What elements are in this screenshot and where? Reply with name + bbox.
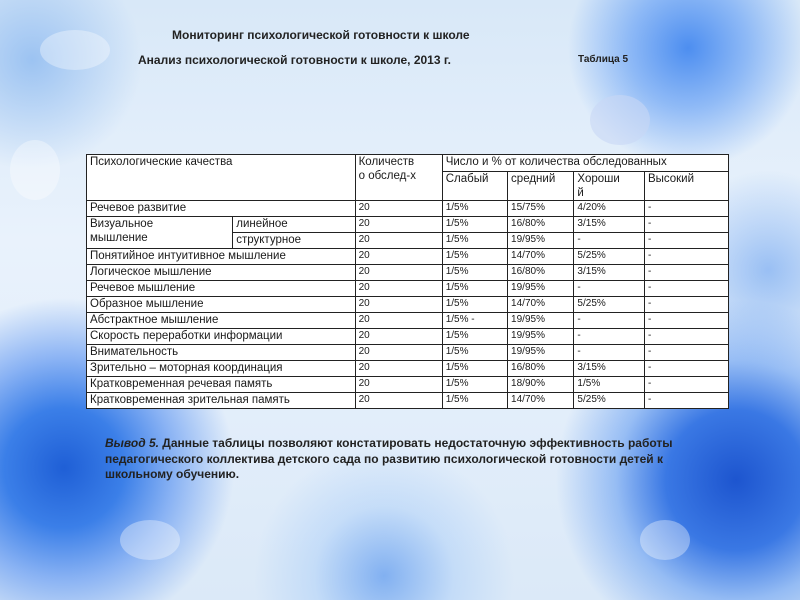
- row-high: -: [644, 393, 728, 409]
- row-high: -: [644, 281, 728, 297]
- row-good: 5/25%: [574, 297, 645, 313]
- table-row: [87, 297, 729, 313]
- results-table: [86, 154, 729, 409]
- row-good: 1/5%: [574, 377, 645, 393]
- row-quality: Речевое мышление: [87, 281, 356, 297]
- row-weak: 1/5%: [442, 201, 507, 217]
- conclusion-body: Данные таблицы позволяют констатировать недостаточную эффективность работы педагогического коллектива детского сада по развитию психологической готовности детей к школьному обучению.: [105, 436, 673, 481]
- row-subtype: структурное: [233, 233, 355, 249]
- row-count: 20: [355, 281, 442, 297]
- row-quality: Зрительно – моторная координация: [87, 361, 356, 377]
- row-mid: 16/80%: [508, 361, 574, 377]
- row-high: -: [644, 361, 728, 377]
- row-count: 20: [355, 297, 442, 313]
- row-good: 5/25%: [574, 249, 645, 265]
- row-count: 20: [355, 313, 442, 329]
- row-good: 3/15%: [574, 265, 645, 281]
- row-good: -: [574, 329, 645, 345]
- table-row: [87, 329, 729, 345]
- row-good: -: [574, 281, 645, 297]
- header-mid: средний: [508, 172, 574, 201]
- header-group: Число и % от количества обследованных: [442, 155, 728, 172]
- row-quality: Понятийное интуитивное мышление: [87, 249, 356, 265]
- row-count: 20: [355, 361, 442, 377]
- row-count: 20: [355, 201, 442, 217]
- header-quality: Психологические качества: [87, 155, 356, 201]
- table-row: [87, 201, 729, 217]
- table-row: [87, 393, 729, 409]
- row-high: -: [644, 345, 728, 361]
- row-weak: 1/5%: [442, 217, 507, 233]
- visual-line1: Визуальное: [90, 218, 154, 230]
- row-good: -: [574, 233, 645, 249]
- row-weak: 1/5%: [442, 377, 507, 393]
- row-good: 3/15%: [574, 361, 645, 377]
- visual-line2: мышление: [90, 232, 148, 244]
- row-mid: 14/70%: [508, 297, 574, 313]
- row-weak: 1/5%: [442, 361, 507, 377]
- conclusion-text: [105, 436, 705, 483]
- row-weak: 1/5%: [442, 297, 507, 313]
- row-quality: Образное мышление: [87, 297, 356, 313]
- row-mid: 18/90%: [508, 377, 574, 393]
- row-mid: 19/95%: [508, 233, 574, 249]
- row-high: -: [644, 313, 728, 329]
- table-row: [87, 361, 729, 377]
- table-row: [87, 249, 729, 265]
- row-quality: Внимательность: [87, 345, 356, 361]
- row-mid: 19/95%: [508, 313, 574, 329]
- row-count: 20: [355, 329, 442, 345]
- row-quality: Логическое мышление: [87, 265, 356, 281]
- header-good-line2: й: [577, 187, 584, 199]
- table-row: [87, 345, 729, 361]
- table-row: [87, 217, 729, 233]
- page-header: [0, 0, 800, 80]
- page-subtitle: Анализ психологической готовности к школе, 2013 г.: [138, 53, 451, 67]
- row-quality: Кратковременная речевая память: [87, 377, 356, 393]
- row-mid: 16/80%: [508, 265, 574, 281]
- row-high: -: [644, 233, 728, 249]
- row-good: -: [574, 313, 645, 329]
- header-count: [355, 155, 442, 201]
- row-weak: 1/5%: [442, 329, 507, 345]
- row-mid: 19/95%: [508, 329, 574, 345]
- row-mid: 14/70%: [508, 249, 574, 265]
- table-label: Таблица 5: [578, 54, 629, 65]
- row-mid: 15/75%: [508, 201, 574, 217]
- row-quality-visual: [87, 217, 233, 249]
- row-weak: 1/5%: [442, 393, 507, 409]
- row-mid: 19/95%: [508, 281, 574, 297]
- row-good: 5/25%: [574, 393, 645, 409]
- conclusion-label: Вывод 5.: [105, 436, 159, 450]
- table-row: [87, 377, 729, 393]
- row-count: 20: [355, 249, 442, 265]
- row-high: -: [644, 249, 728, 265]
- row-good: -: [574, 345, 645, 361]
- row-count: 20: [355, 377, 442, 393]
- table-row: [87, 313, 729, 329]
- header-good: [574, 172, 645, 201]
- decor-petal: [590, 95, 650, 145]
- row-weak: 1/5%: [442, 345, 507, 361]
- table-row: [87, 265, 729, 281]
- decor-petal: [640, 520, 690, 560]
- header-count-line2: о обслед-х: [358, 170, 416, 182]
- table-row: [87, 281, 729, 297]
- row-high: -: [644, 217, 728, 233]
- row-quality: Абстрактное мышление: [87, 313, 356, 329]
- row-high: -: [644, 329, 728, 345]
- header-good-line1: Хороши: [577, 173, 620, 185]
- row-subtype: линейное: [233, 217, 355, 233]
- decor-petal: [120, 520, 180, 560]
- row-high: -: [644, 201, 728, 217]
- row-high: -: [644, 297, 728, 313]
- row-count: 20: [355, 265, 442, 281]
- row-quality: Речевое развитие: [87, 201, 356, 217]
- row-weak: 1/5%: [442, 233, 507, 249]
- header-high: Высокий: [644, 172, 728, 201]
- header-weak: Слабый: [442, 172, 507, 201]
- row-quality: Кратковременная зрительная память: [87, 393, 356, 409]
- row-count: 20: [355, 393, 442, 409]
- row-count: 20: [355, 233, 442, 249]
- row-mid: 19/95%: [508, 345, 574, 361]
- row-good: 4/20%: [574, 201, 645, 217]
- header-count-line1: Количеств: [358, 156, 415, 168]
- row-weak: 1/5%: [442, 265, 507, 281]
- row-high: -: [644, 377, 728, 393]
- row-mid: 14/70%: [508, 393, 574, 409]
- row-quality: Скорость переработки информации: [87, 329, 356, 345]
- row-high: -: [644, 265, 728, 281]
- row-mid: 16/80%: [508, 217, 574, 233]
- row-weak: 1/5% -: [442, 313, 507, 329]
- row-count: 20: [355, 345, 442, 361]
- row-count: 20: [355, 217, 442, 233]
- row-weak: 1/5%: [442, 281, 507, 297]
- row-weak: 1/5%: [442, 249, 507, 265]
- table-header-row: [87, 155, 729, 172]
- row-good: 3/15%: [574, 217, 645, 233]
- page-title: Мониторинг психологической готовности к школе: [172, 28, 470, 42]
- decor-petal: [10, 140, 60, 200]
